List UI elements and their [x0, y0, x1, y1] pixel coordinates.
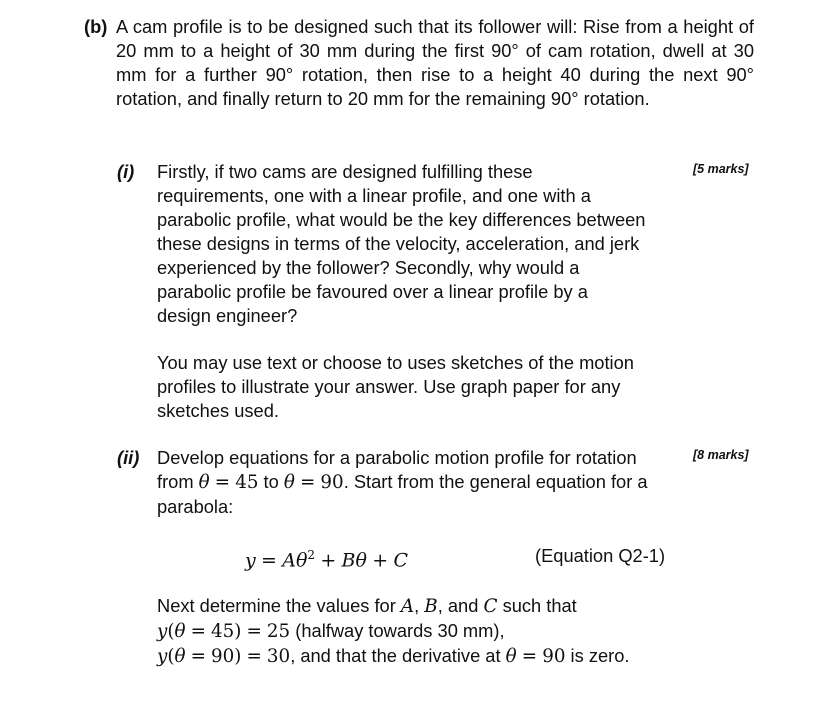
part-b-label: (b) — [84, 16, 108, 37]
part-i-line: parabolic profile, what would be the key differences between — [157, 209, 646, 230]
conditions-line-1: Next determine the values for A, B, and C such that — [157, 595, 577, 617]
part-i-line: these designs in terms of the velocity, acceleration, and jerk — [157, 233, 640, 254]
part-ii-marks: [8 marks] — [693, 448, 749, 462]
conditions-line-3: y(θ = 90) = 30, and that the derivative at θ = 90 is zero. — [157, 645, 630, 667]
part-i-marks: [5 marks] — [693, 162, 749, 176]
part-i-question — [157, 160, 645, 328]
part-i-line: parabolic profile be favoured over a linear profile by a — [157, 281, 588, 302]
part-ii-conditions — [157, 594, 629, 669]
part-ii-label: (ii) — [117, 447, 140, 468]
part-i-line: requirements, one with a linear profile, and one with a — [157, 185, 591, 206]
part-i-label: (i) — [117, 161, 135, 182]
part-i-note-line: profiles to illustrate your answer. Use graph paper for any — [157, 376, 621, 397]
parabola-equation: $y = A\theta^2 + B\theta + C$ — [245, 548, 408, 572]
part-ii-question — [157, 446, 648, 519]
part-i-note-line: sketches used. — [157, 400, 279, 421]
part-i-line: design engineer? — [157, 305, 298, 326]
equation-label: (Equation Q2-1) — [535, 545, 666, 566]
conditions-line-2: y(θ = 45) = 25 (halfway towards 30 mm), — [157, 620, 505, 642]
part-ii-line-3: parabola: — [157, 496, 234, 517]
part-i-note — [157, 351, 634, 423]
part-ii-line-1: Develop equations for a parabolic motion profile for rotation — [157, 447, 637, 468]
part-i-line: Firstly, if two cams are designed fulfilling these — [157, 161, 533, 182]
part-i-line: experienced by the follower? Secondly, why would a — [157, 257, 580, 278]
part-b-text: A cam profile is to be designed such that its follower will: Rise from a height of 20 mm to a height of 30 mm during the first 90° of cam rotation, dwell at 30 mm for a further 90° rotation, then rise to a height 40 during the next 90° rotation, and finally return to 20 mm for the remaining 90° rotation. — [116, 16, 754, 109]
part-i-note-line: You may use text or choose to uses sketches of the motion — [157, 352, 634, 373]
part-ii-line-2: from θ = 45 to θ = 90. Start from the general equation for a — [157, 471, 648, 493]
